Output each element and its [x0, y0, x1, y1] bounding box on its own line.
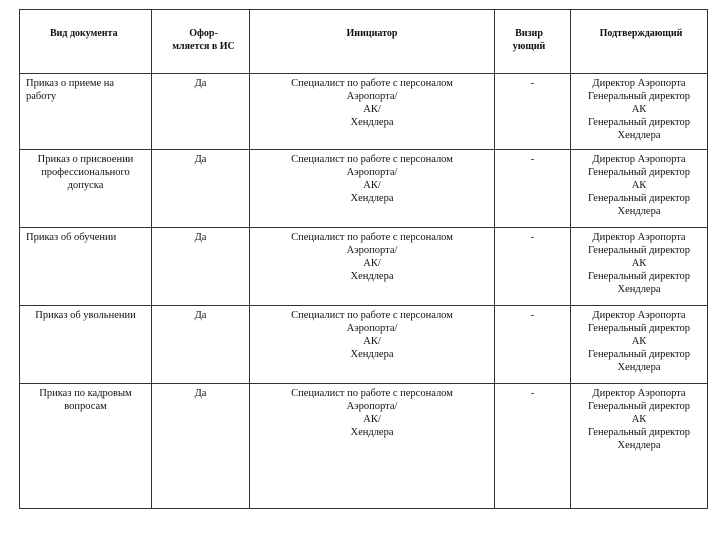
- cell-visa: -: [495, 228, 571, 306]
- cell-approver: Директор Аэропорта Генеральный директор АК Генеральный директор Хендлера: [571, 150, 708, 228]
- header-initiator: Инициатор: [250, 10, 495, 74]
- header-row: [20, 10, 708, 74]
- cell-visa: -: [495, 74, 571, 150]
- cell-initiator: Специалист по работе с персоналом Аэропорта/ АК/ Хендлера: [250, 74, 495, 150]
- header-doc-type: Вид документа: [20, 10, 152, 74]
- cell-in-is: Да: [152, 384, 250, 509]
- header-approver: Подтверждающий: [571, 10, 708, 74]
- cell-in-is: Да: [152, 306, 250, 384]
- table-row: [20, 384, 708, 509]
- table-row: [20, 228, 708, 306]
- cell-initiator: Специалист по работе с персоналом Аэропорта/ АК/ Хендлера: [250, 306, 495, 384]
- cell-doc-type: Приказ по кадровым вопросам: [20, 384, 152, 509]
- cell-visa: -: [495, 150, 571, 228]
- cell-doc-type: Приказ о приеме на работу: [20, 74, 152, 150]
- table-row: [20, 306, 708, 384]
- cell-in-is: Да: [152, 228, 250, 306]
- cell-in-is: Да: [152, 150, 250, 228]
- table-row: [20, 74, 708, 150]
- cell-approver: Директор Аэропорта Генеральный директор АК Генеральный директор Хендлера: [571, 228, 708, 306]
- cell-approver: Директор Аэропорта Генеральный директор АК Генеральный директор Хендлера: [571, 384, 708, 509]
- header-in-is: Офор- мляется в ИС: [152, 10, 250, 74]
- document-table: [19, 9, 708, 509]
- cell-doc-type: Приказ о присвоении профессионального допуска: [20, 150, 152, 228]
- header-visa: Визир ующий: [495, 10, 571, 74]
- table-row: [20, 150, 708, 228]
- cell-doc-type: Приказ об обучении: [20, 228, 152, 306]
- cell-approver: Директор Аэропорта Генеральный директор АК Генеральный директор Хендлера: [571, 306, 708, 384]
- cell-initiator: Специалист по работе с персоналом Аэропорта/ АК/ Хендлера: [250, 384, 495, 509]
- cell-visa: -: [495, 384, 571, 509]
- cell-initiator: Специалист по работе с персоналом Аэропорта/ АК/ Хендлера: [250, 228, 495, 306]
- cell-doc-type: Приказ об увольнении: [20, 306, 152, 384]
- cell-approver: Директор Аэропорта Генеральный директор АК Генеральный директор Хендлера: [571, 74, 708, 150]
- cell-visa: -: [495, 306, 571, 384]
- cell-initiator: Специалист по работе с персоналом Аэропорта/ АК/ Хендлера: [250, 150, 495, 228]
- cell-in-is: Да: [152, 74, 250, 150]
